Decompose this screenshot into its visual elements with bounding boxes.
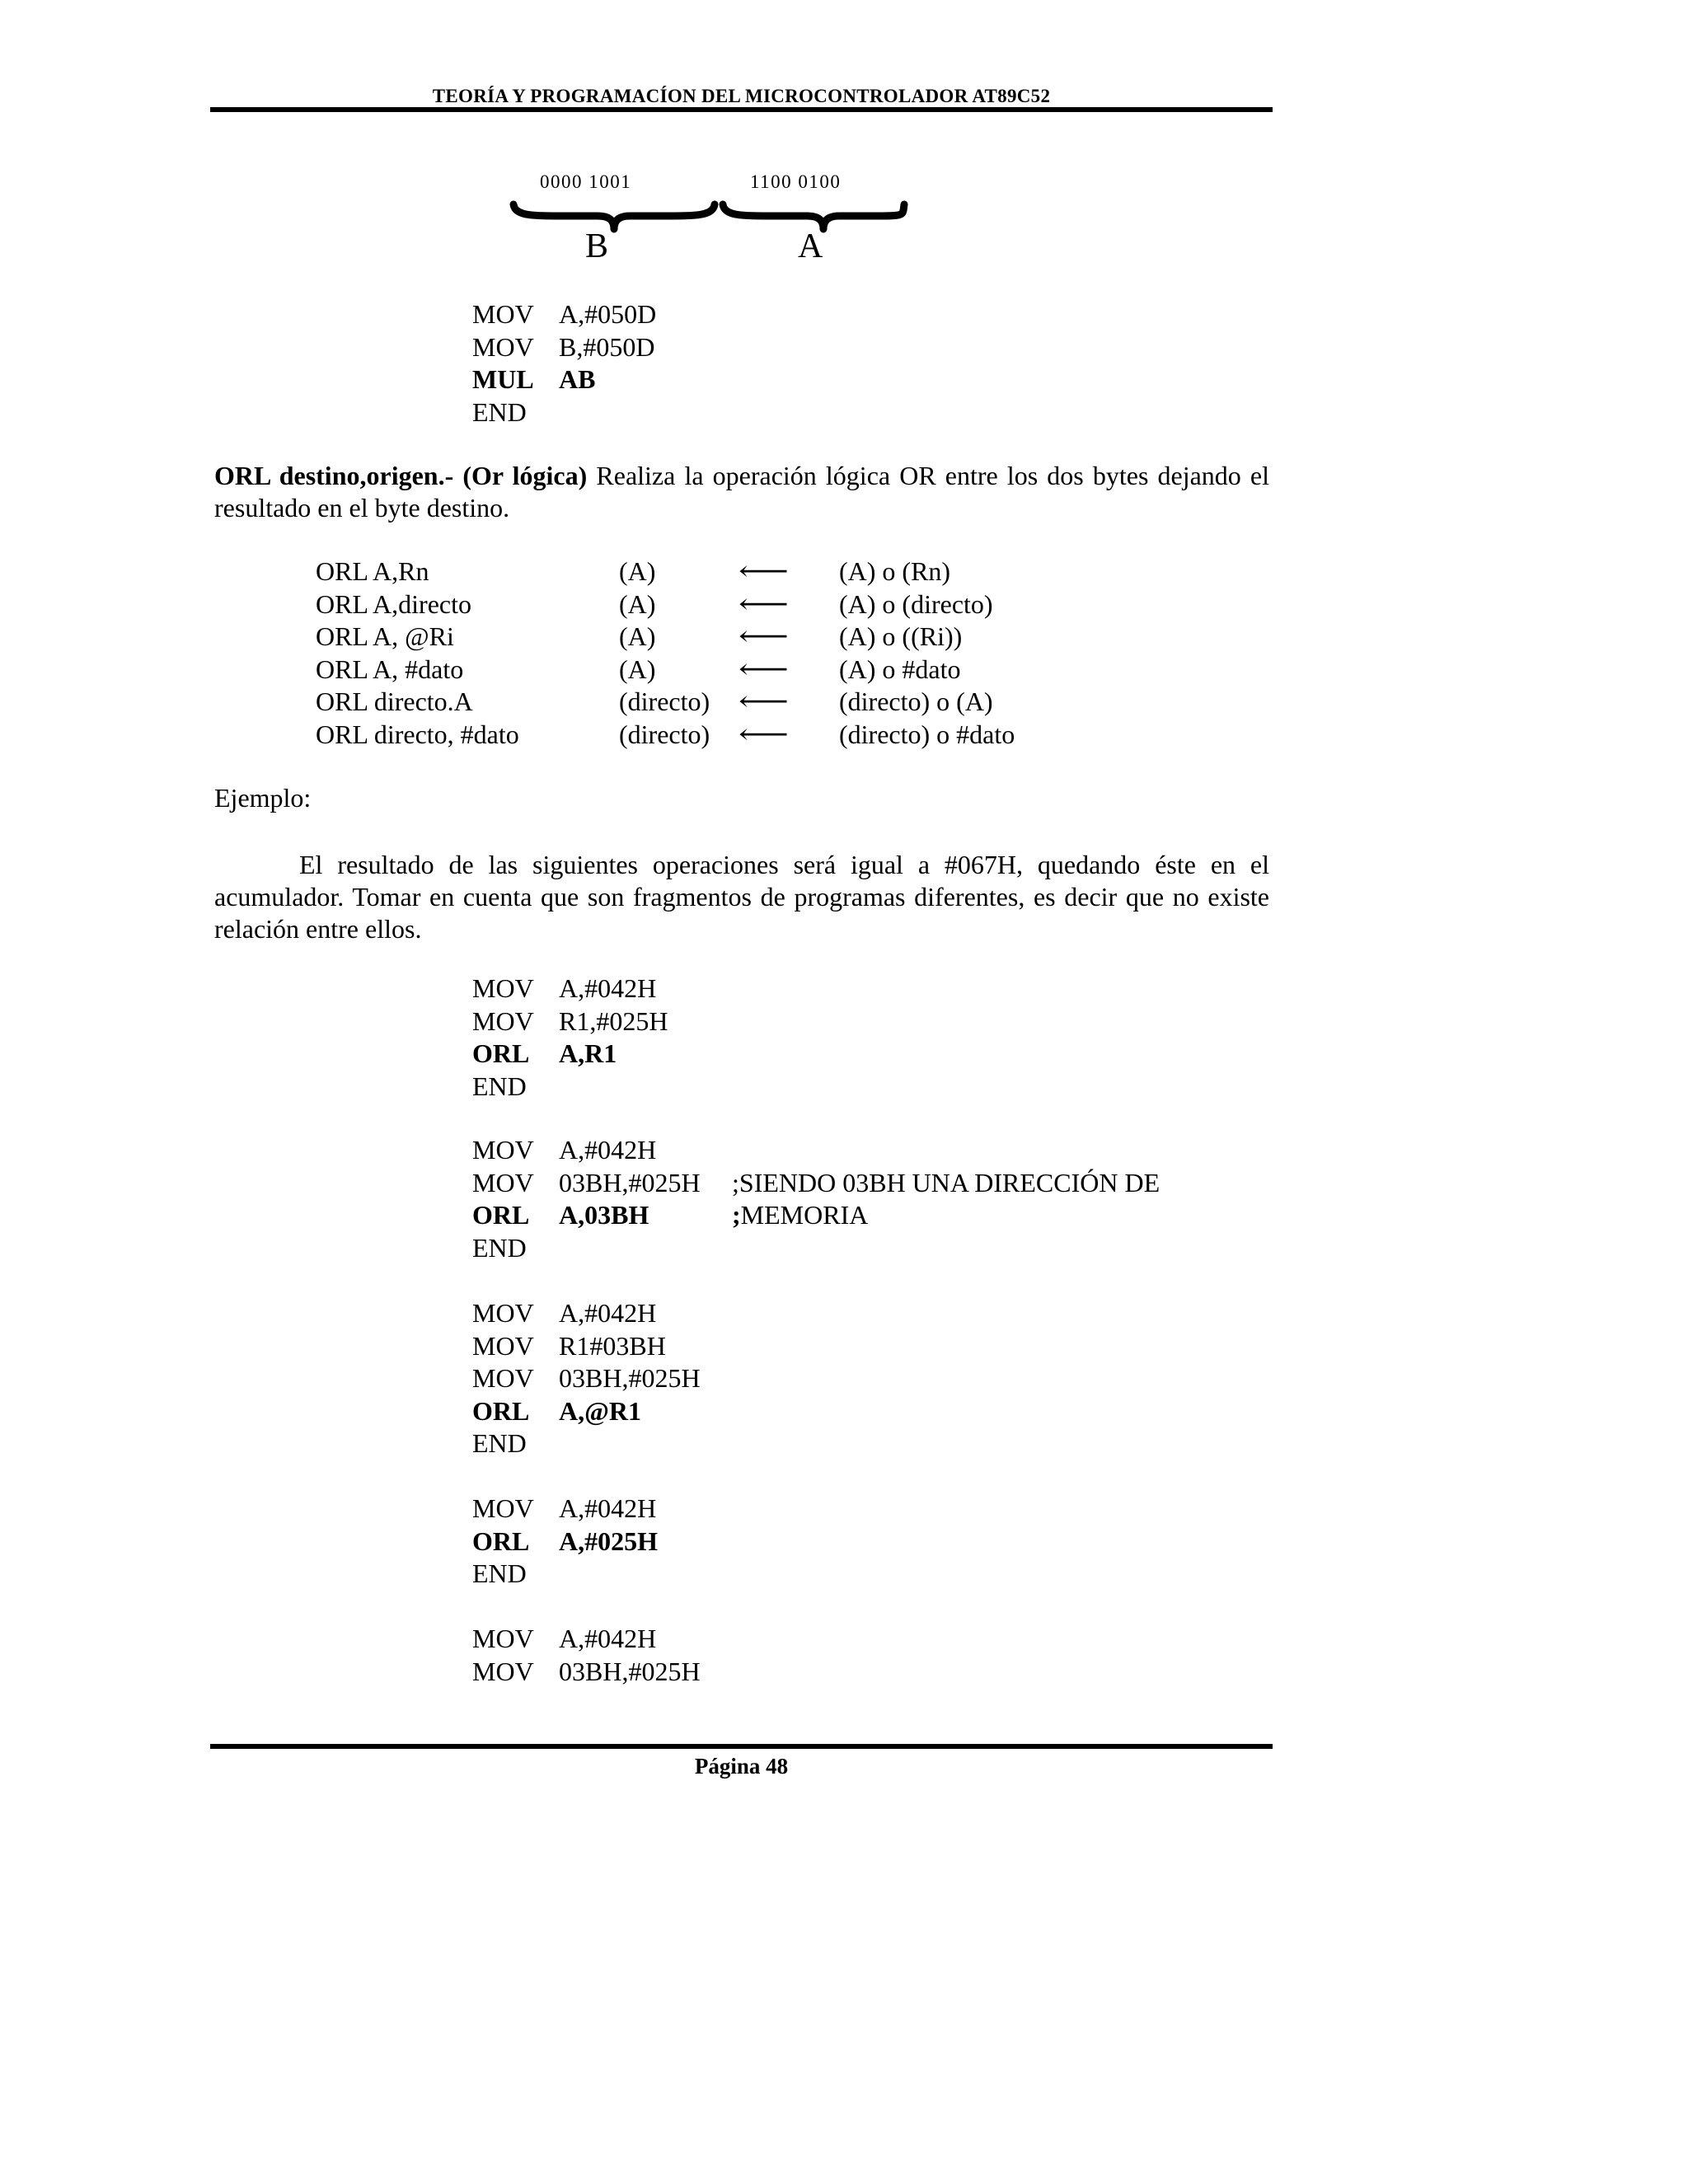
register-a-label: A	[798, 227, 823, 265]
code-mnemonic: MOV	[472, 1493, 534, 1523]
header-rule	[210, 107, 1273, 112]
orl-description-text: Realiza la operación lógica OR entre los dos bytes dejando el resultado en el byte destino.	[214, 461, 1270, 523]
code-operand: R1,#025H	[559, 1005, 668, 1036]
code-operand: R1#03BH	[559, 1330, 666, 1361]
code-mnemonic: MOV	[472, 1298, 534, 1328]
orl-destination: (A)	[619, 654, 656, 684]
code-operand: A,03BH	[559, 1200, 649, 1230]
code-operand: A,#042H	[559, 1624, 657, 1653]
orl-instruction: ORL directo.A	[316, 687, 473, 716]
orl-destination: (directo)	[619, 719, 710, 749]
brace-b	[513, 204, 715, 229]
left-arrow-icon: ⟵	[738, 621, 789, 652]
orl-instruction: ORL A, @Ri	[316, 621, 454, 651]
code-mnemonic: MOV	[472, 1005, 534, 1036]
orl-result: (A) o ((Ri))	[839, 621, 963, 651]
code-operand: A,#025H	[559, 1526, 658, 1556]
code-mnemonic: ORL	[472, 1200, 530, 1230]
orl-result: (A) o (Rn)	[839, 556, 951, 586]
code-comment	[732, 1199, 868, 1232]
code-comment	[732, 1167, 1160, 1200]
orl-heading: ORL destino,origen.- (Or lógica)	[214, 461, 588, 490]
orl-result: (A) o (directo)	[839, 588, 993, 619]
brace-a	[723, 204, 904, 229]
code-mnemonic: END	[472, 1071, 527, 1101]
code-operand: A,#042H	[559, 1493, 657, 1523]
orl-destination: (A)	[619, 588, 656, 619]
code-mnemonic: MUL	[472, 364, 534, 394]
orl-result: (A) o #dato	[839, 654, 961, 684]
register-a-bits: 1100 0100	[750, 171, 842, 192]
example-paragraph: El resultado de las siguientes operaciones será igual a #067H, quedando éste en el acumulador. Tomar en cuenta que son fragmentos de programas diferentes, es decir que no existe relación entre ellos.	[214, 850, 1269, 944]
code-operand: 03BH,#025H	[559, 1363, 701, 1393]
orl-destination: (A)	[619, 556, 656, 586]
code-mnemonic: MOV	[472, 1167, 534, 1197]
code-operand: A,#050D	[559, 299, 657, 329]
code-operand: A,R1	[559, 1038, 617, 1068]
orl-instruction: ORL directo, #dato	[316, 719, 519, 749]
left-arrow-icon: ⟵	[738, 687, 789, 717]
register-b-label: B	[585, 227, 609, 265]
orl-result: (directo) o #dato	[839, 719, 1015, 749]
code-mnemonic: MOV	[472, 1363, 534, 1393]
brace-graphics	[507, 198, 911, 239]
orl-instruction: ORL A, #dato	[316, 654, 464, 684]
code-mnemonic: MOV	[472, 1330, 534, 1361]
page-header-title: TEORÍA Y PROGRAMACÍON DEL MICROCONTROLADOR AT89C52	[432, 86, 1051, 106]
code-operand: 03BH,#025H	[559, 1167, 701, 1197]
code-operand: B,#050D	[559, 331, 655, 362]
code-operand: A,#042H	[559, 1135, 657, 1165]
code-operand: A,#042H	[559, 1298, 657, 1328]
code-mnemonic: ORL	[472, 1395, 530, 1426]
code-mnemonic: END	[472, 396, 527, 427]
left-arrow-icon: ⟵	[738, 654, 789, 685]
code-mnemonic: MOV	[472, 1135, 534, 1165]
comment-prefix: ;	[732, 1200, 741, 1230]
code-mnemonic: END	[472, 1558, 527, 1588]
code-operand: AB	[559, 364, 596, 394]
register-b-bits: 0000 1001	[540, 171, 632, 192]
code-mnemonic: MOV	[472, 331, 534, 362]
comment-text: MEMORIA	[740, 1200, 869, 1230]
code-mnemonic: MOV	[472, 1656, 534, 1686]
code-mnemonic: ORL	[472, 1038, 530, 1068]
orl-instruction: ORL A,directo	[316, 588, 471, 619]
code-operand: A,#042H	[559, 973, 657, 1003]
example-label: Ejemplo:	[214, 783, 312, 813]
orl-result: (directo) o (A)	[839, 687, 993, 716]
orl-instruction: ORL A,Rn	[316, 556, 429, 586]
left-arrow-icon: ⟵	[738, 588, 789, 620]
page-number: Página 48	[694, 1754, 789, 1779]
footer-rule	[210, 1744, 1273, 1749]
code-mnemonic: MOV	[472, 1624, 534, 1653]
code-operand: 03BH,#025H	[559, 1656, 701, 1686]
orl-destination: (directo)	[619, 687, 710, 716]
code-mnemonic: ORL	[472, 1526, 530, 1556]
left-arrow-icon: ⟵	[738, 556, 789, 587]
orl-description	[214, 460, 1269, 524]
code-operand: A,@R1	[559, 1395, 641, 1426]
left-arrow-icon: ⟵	[738, 719, 789, 750]
code-mnemonic: END	[472, 1428, 527, 1458]
code-mnemonic: MOV	[472, 299, 534, 329]
code-mnemonic: END	[472, 1232, 527, 1263]
code-mnemonic: MOV	[472, 973, 534, 1003]
orl-destination: (A)	[619, 621, 656, 651]
comment-text: ;SIENDO 03BH UNA DIRECCIÓN DE	[732, 1167, 1160, 1197]
